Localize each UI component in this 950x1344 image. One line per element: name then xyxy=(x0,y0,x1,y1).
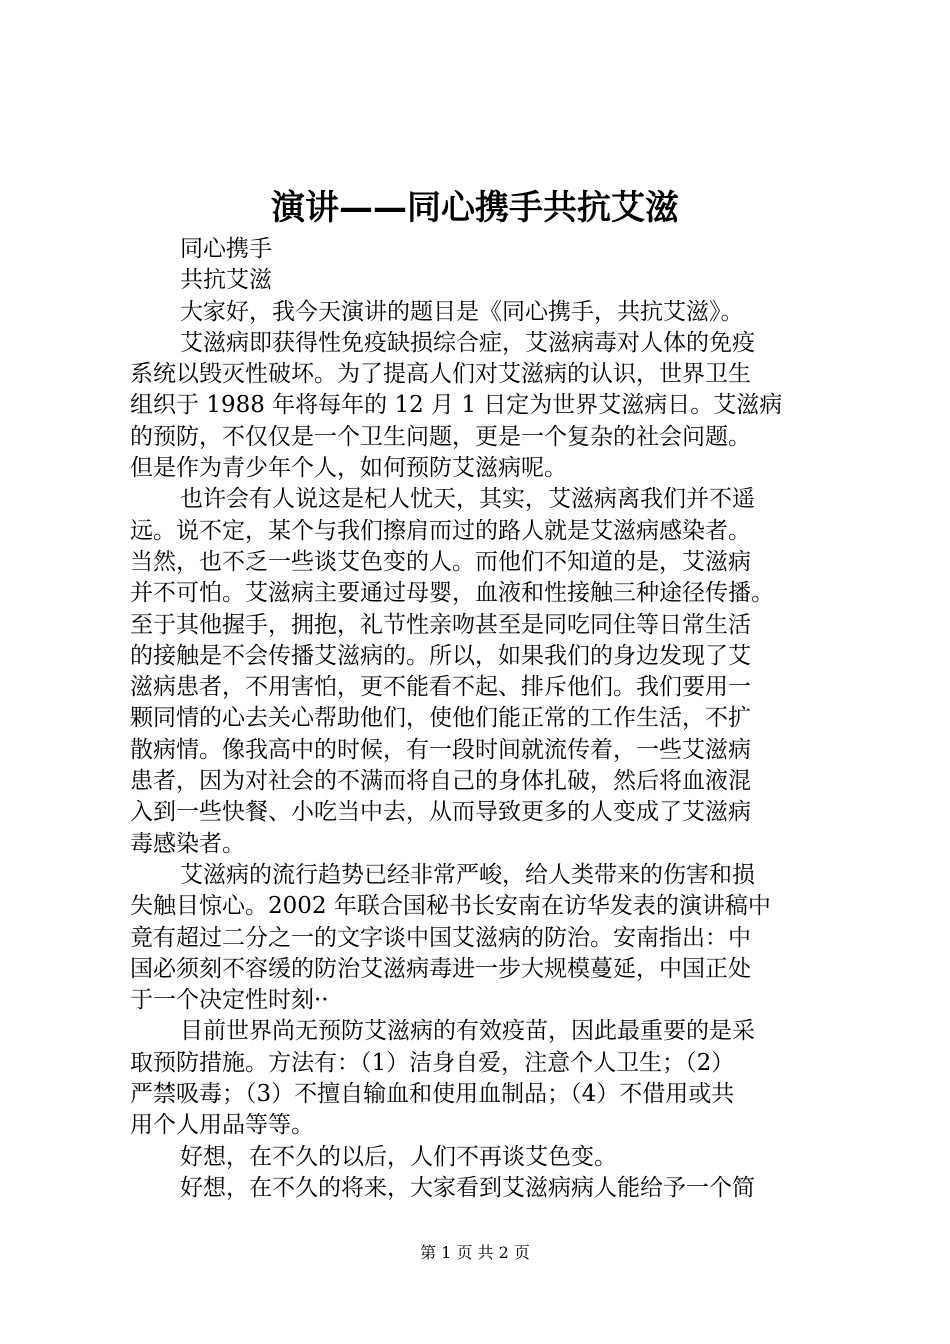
body-line: 的接触是不会传播艾滋病的。所以，如果我们的身边发现了艾 xyxy=(130,642,751,669)
body-line: 当然，也不乏一些谈艾色变的人。而他们不知道的是，艾滋病 xyxy=(130,548,751,575)
body-line: 散病情。像我高中的时候，有一段时间就流传着，一些艾滋病 xyxy=(130,736,751,763)
body-line: 毒感染者。 xyxy=(130,830,245,857)
body-line: 好想，在不久的以后，人们不再谈艾色变。 xyxy=(180,1143,617,1170)
body-line: 滋病患者，不用害怕，更不能看不起、排斥他们。我们要用一 xyxy=(130,674,751,701)
body-line: 于一个决定性时刻·· xyxy=(130,987,329,1014)
body-line: 竟有超过二分之一的文字谈中国艾滋病的防治。安南指出：中 xyxy=(130,924,751,951)
body-line: 患者，因为对社会的不满而将自己的身体扎破，然后将血液混 xyxy=(130,768,751,795)
body-line: 艾滋病即获得性免疫缺损综合症，艾滋病毒对人体的免疫 xyxy=(180,329,755,356)
body-line: 颗同情的心去关心帮助他们，使他们能正常的工作生活，不扩 xyxy=(130,705,751,732)
body-line: 失触目惊心。2002 年联合国秘书长安南在访华发表的演讲稿中 xyxy=(130,893,771,920)
body-line: 严禁吸毒；（3）不擅自输血和使用血制品；（4）不借用或共 xyxy=(130,1081,735,1108)
body-line: 用个人用品等等。 xyxy=(130,1112,314,1139)
body-line: 取预防措施。方法有：（1）洁身自爱，注意个人卫生；（2） xyxy=(130,1049,735,1076)
body-line: 也许会有人说这是杞人忧天，其实，艾滋病离我们并不遥 xyxy=(180,486,755,513)
body-line: 至于其他握手，拥抱，礼节性亲吻甚至是同吃同住等日常生活 xyxy=(130,611,751,638)
body-line: 但是作为青少年个人，如何预防艾滋病呢。 xyxy=(130,455,567,482)
body-line: 同心携手 xyxy=(180,236,272,262)
body-line: 并不可怕。艾滋病主要通过母婴，血液和性接触三种途径传播。 xyxy=(130,580,774,607)
body-line: 好想，在不久的将来，大家看到艾滋病病人能给予一个简 xyxy=(180,1174,755,1201)
body-line: 目前世界尚无预防艾滋病的有效疫苗，因此最重要的是采 xyxy=(180,1018,755,1045)
body-line: 艾滋病的流行趋势已经非常严峻，给人类带来的伤害和损 xyxy=(180,861,755,888)
body-line: 大家好，我今天演讲的题目是《同心携手，共抗艾滋》。 xyxy=(180,298,744,325)
body-line: 国必须刻不容缓的防治艾滋病毒进一步大规模蔓延，中国正处 xyxy=(130,955,751,982)
document-body xyxy=(130,234,832,1204)
body-line: 系统以毁灭性破坏。为了提高人们对艾滋病的认识，世界卫生 xyxy=(130,361,751,388)
body-line: 共抗艾滋 xyxy=(180,267,272,294)
body-line: 远。说不定，某个与我们擦肩而过的路人就是艾滋病感染者。 xyxy=(130,517,751,544)
body-line: 组织于 1988 年将每年的 12 月 1 日定为世界艾滋病日。艾滋病 xyxy=(130,392,783,419)
page-footer: 第 1 页 共 2 页 xyxy=(420,1243,530,1262)
body-line: 入到一些快餐、小吃当中去，从而导致更多的人变成了艾滋病 xyxy=(130,799,751,826)
document-title: 演讲——同心携手共抗艾滋 xyxy=(271,188,679,228)
body-line: 的预防，不仅仅是一个卫生问题，更是一个复杂的社会问题。 xyxy=(130,423,751,450)
